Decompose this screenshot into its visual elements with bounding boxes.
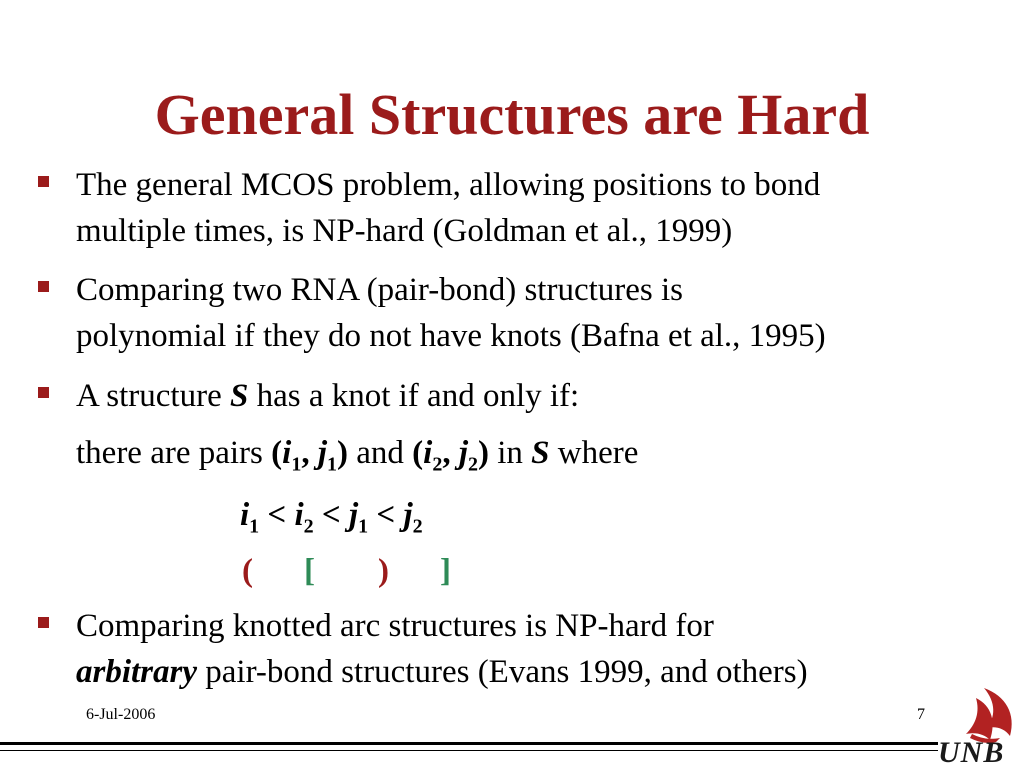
bullet-text [76, 373, 996, 419]
paren: ) [477, 435, 489, 471]
footer-date: 6-Jul-2006 [86, 706, 156, 723]
var-j: j [458, 435, 468, 471]
close-paren: ) [378, 553, 389, 589]
less-than: < [313, 497, 349, 533]
less-than: < [259, 497, 295, 533]
open-paren: ( [242, 553, 253, 589]
structure-variable: S [531, 435, 550, 471]
subscript: 1 [291, 453, 302, 476]
var-j: j [403, 497, 413, 533]
bullet-line [76, 649, 996, 695]
slide-title: General Structures are Hard [154, 82, 870, 147]
bullet-item [38, 603, 988, 695]
paren: ( [271, 435, 283, 471]
bullet-text [76, 267, 996, 359]
square-bullet-icon [38, 176, 49, 187]
bullet-text [76, 162, 996, 254]
footer-rule [0, 742, 938, 745]
square-bullet-icon [38, 617, 49, 628]
knot-inequality [240, 492, 423, 550]
structure-variable: S [229, 378, 249, 414]
emphasis-text: arbitrary [76, 654, 198, 690]
subscript: 1 [358, 515, 369, 538]
subscript: 1 [326, 453, 337, 476]
var-i: i [240, 497, 250, 533]
footer-rule-thin [0, 750, 938, 751]
paren: ( [412, 435, 424, 471]
page-number: 7 [917, 706, 925, 723]
bullet-text-part: has a knot if and only if: [248, 378, 580, 414]
close-bracket: ] [440, 553, 451, 589]
condition-text: where [549, 435, 639, 471]
bullet-line: The general MCOS problem, allowing positions to bond [76, 167, 821, 203]
bullet-text-part: A structure [76, 378, 230, 414]
bullet-item [38, 162, 988, 254]
bullet-text [76, 603, 996, 695]
open-bracket: [ [304, 553, 315, 589]
square-bullet-icon [38, 387, 49, 398]
var-i: i [294, 497, 304, 533]
square-bullet-icon [38, 281, 49, 292]
less-than: < [368, 497, 404, 533]
var-i: i [423, 435, 433, 471]
var-j: j [317, 435, 327, 471]
subscript: 2 [467, 453, 478, 476]
condition-text: and [347, 435, 413, 471]
condition-text: there are pairs [76, 435, 272, 471]
subscript: 2 [412, 515, 423, 538]
paren: ) [336, 435, 348, 471]
bullet-line: Comparing two RNA (pair-bond) structures is [76, 272, 684, 308]
bullet-text-part: pair-bond structures (Evans 1999, and others) [197, 654, 808, 690]
knot-condition [76, 430, 638, 488]
bullet-line: multiple times, is NP-hard (Goldman et al., 1999) [76, 213, 733, 249]
bracket-illustration [240, 548, 480, 594]
bullet-line: Comparing knotted arc structures is NP-hard for [76, 608, 714, 644]
condition-text: in [488, 435, 532, 471]
subscript: 2 [432, 453, 443, 476]
bullet-item [38, 267, 988, 359]
comma: , [301, 435, 318, 471]
bullet-item [38, 373, 988, 419]
subscript: 1 [249, 515, 260, 538]
comma: , [442, 435, 459, 471]
subscript: 2 [303, 515, 314, 538]
var-j: j [348, 497, 359, 533]
unb-logo-text: UNB [938, 736, 1005, 769]
var-i: i [282, 435, 292, 471]
bullet-line: polynomial if they do not have knots (Bafna et al., 1995) [76, 318, 826, 354]
